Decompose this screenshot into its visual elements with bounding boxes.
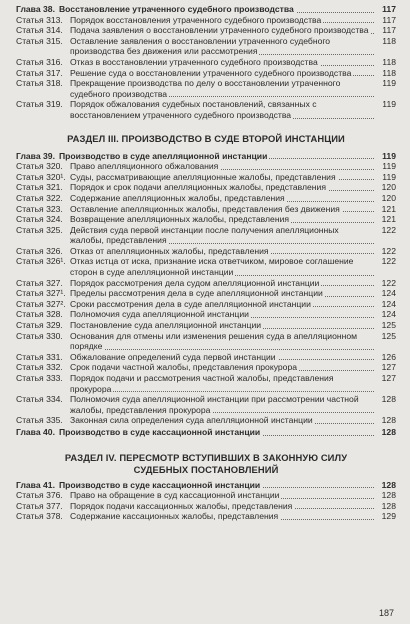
entry-title: Содержание кассационных жалобы, представления [70,511,279,522]
toc-article-entry [16,36,396,57]
entry-page: 122 [381,256,396,267]
entry-page: 128 [381,426,396,437]
toc-article-entry [16,225,396,246]
toc-article-entry [16,362,396,373]
entry-page: 128 [381,500,396,511]
toc-article-entry [16,161,396,172]
toc-article-entry [16,78,396,99]
entry-label: Статья 329. [16,320,63,331]
entry-page: 125 [381,320,396,331]
entry-label: Глава 38. [16,4,55,14]
toc-article-entry [16,511,396,522]
toc-article-entry [16,256,396,277]
entry-title: Отказ в восстановлении утраченного судебного производства [70,56,318,67]
entry-title: Решение суда о восстановлении утраченного судебного производства [70,67,352,78]
entry-page: 117 [382,4,396,14]
entry-title-leader [70,172,374,183]
entry-title: Производство в суде кассационной инстанции [58,479,261,490]
toc-article-entry [16,373,396,394]
toc-article-entry [16,415,396,426]
entry-title: Порядок подачи и рассмотрения частной жалобы, представления прокурора [70,373,334,394]
entry-page: 126 [381,351,396,362]
toc-article-entry [16,394,396,415]
entry-title-leader [59,4,374,15]
entry-title: Восстановление утраченного судебного производства [58,4,294,14]
entry-title: Право на обращение в суд кассационной инстанции [70,490,280,501]
entry-page: 121 [381,214,396,225]
toc-article-entry [16,214,396,225]
entry-title-leader [59,427,374,438]
entry-title-leader [70,511,374,522]
entry-label: Статья 323. [16,203,63,214]
toc-article-entry [16,352,396,363]
entry-title-leader [70,501,374,512]
toc-article-entry [16,288,396,299]
entry-title: Полномочия суда апелляционной инстанции [70,309,249,320]
entry-label: Статья 376. [16,490,63,501]
toc-article-entry [16,246,396,257]
entry-title-leader [70,288,374,299]
entry-label: Статья 326¹. [16,256,66,267]
entry-title-leader [70,214,374,225]
entry-title-leader [70,394,374,415]
entry-title: Подача заявления о восстановлении утраченного судебного производства [70,25,369,36]
entry-title: Полномочия суда апелляционной инстанции при рассмотрении частной жалобы, представления прокурора [70,394,359,415]
entry-page: 128 [381,490,396,501]
entry-title-leader [70,25,374,36]
entry-label: Статья 378. [16,511,63,522]
entry-page: 122 [381,224,396,235]
toc-article-entry [16,204,396,215]
entry-label: Статья 377. [16,500,63,511]
entry-label: Статья 333. [16,373,63,383]
entry-title: Порядок рассмотрения дела судом апелляционной инстанции [70,277,320,288]
entry-label: Статья 330. [16,330,63,341]
entry-title-leader [70,57,374,68]
entry-title-leader [70,193,374,204]
entry-page: 122 [381,245,396,256]
toc-article-entry [16,25,396,36]
entry-title-leader [70,15,374,26]
toc-article-entry [16,182,396,193]
toc-article-entry [16,320,396,331]
entry-title-leader [70,204,374,215]
toc-list-chapter-38 [16,4,396,121]
entry-title: Порядок обжалования судебных постановлений, связанных с восстановлением утраченного судебного производства [70,99,317,120]
toc-chapter-entry [16,151,396,162]
entry-title: Постановление суда апелляционной инстанции [70,320,262,331]
entry-title-leader [70,278,374,289]
entry-page: 120 [381,182,396,193]
entry-title: Законная сила определения суда апелляционной инстанции [70,415,313,426]
entry-label: Статья 331. [16,351,63,362]
entry-page: 128 [381,479,396,490]
entry-title-leader [70,331,374,352]
toc-article-entry [16,309,396,320]
page-number: 187 [378,608,394,618]
entry-label: Статья 324. [16,214,63,225]
entry-title-leader [70,362,374,373]
entry-title-leader [70,256,374,277]
entry-title: Порядок восстановления утраченного судебного производства [70,14,322,25]
entry-label: Глава 40. [16,426,55,437]
entry-title: Возвращение апелляционных жалобы, представления [70,214,290,225]
entry-title-leader [70,490,374,501]
entry-title: Порядок и срок подачи апелляционных жалобы, представления [70,182,327,193]
entry-title: Отказ от апелляционных жалобы, представления [70,245,269,256]
entry-title: Суды, рассматривающие апелляционные жалобы, представления [70,171,336,182]
toc-list-section-three [16,151,396,438]
entry-page: 124 [381,309,396,320]
entry-label: Статья 327¹. [16,288,66,299]
entry-label: Статья 326. [16,245,63,256]
entry-title: Обжалование определений суда первой инстанции [70,351,276,362]
entry-page: 128 [381,415,396,426]
entry-title: Производство в суде апелляционной инстанции [58,150,268,161]
toc-chapter-entry [16,480,396,491]
entry-title-leader [70,68,374,79]
entry-title: Оставление заявления о восстановлении утраченного судебного производства без движения или рассмотрения [70,35,331,57]
section-heading-four: РАЗДЕЛ IV. ПЕРЕСМОТР ВСТУПИВШИХ В ЗАКОННУЮ СИЛУ СУДЕБНЫХ ПОСТАНОВЛЕНИЙ [64,451,348,475]
toc-article-entry [16,68,396,79]
entry-title-leader [70,99,374,120]
toc-chapter-entry [16,427,396,438]
entry-title: Основания для отмены или изменения решения суда в апелляционном порядке [70,330,358,352]
entry-page: 119 [382,171,396,182]
entry-page: 119 [382,150,396,161]
entry-page: 118 [382,56,396,67]
entry-title-leader [70,182,374,193]
entry-label: Статья 320¹. [16,171,66,182]
entry-title: Прекращение производства по делу о восстановлении утраченного судебного производства [70,78,341,99]
entry-page: 125 [381,330,396,341]
entry-label: Статья 320. [16,161,63,172]
entry-page: 120 [381,192,396,203]
entry-page: 124 [381,288,396,299]
entry-page: 118 [382,67,396,78]
entry-title: Оставление апелляционных жалобы, представления без движения [70,203,340,214]
entry-label: Глава 41. [16,479,55,490]
toc-list-section-four [16,480,396,522]
entry-title: Производство в суде кассационной инстанции [58,426,261,437]
entry-page: 119 [382,99,396,110]
entry-title: Пределы рассмотрения дела в суде апелляционной инстанции [70,288,323,299]
entry-title-leader [70,320,374,331]
entry-title-leader [70,352,374,363]
entry-title-leader [70,246,374,257]
entry-title: Содержание апелляционных жалобы, представления [70,192,285,203]
entry-title-leader [59,151,374,162]
entry-page: 117 [382,25,396,36]
entry-page: 119 [382,78,396,89]
entry-label: Статья 334. [16,394,63,405]
entry-page: 122 [381,277,396,288]
entry-label: Статья 327². [16,298,66,309]
entry-page: 117 [382,14,396,25]
entry-label: Статья 327. [16,277,63,288]
entry-label: Статья 314. [16,25,63,36]
entry-label: Статья 315. [16,35,63,46]
entry-label: Статья 328. [16,309,63,320]
entry-title-leader [70,36,374,57]
entry-label: Статья 319. [16,99,63,110]
entry-page: 118 [382,35,396,46]
entry-title: Право апелляционного обжалования [70,161,219,172]
entry-label: Статья 321. [16,182,63,193]
entry-page: 127 [381,362,396,373]
entry-label: Статья 318. [16,78,63,89]
entry-title-leader [70,299,374,310]
toc-chapter-entry [16,4,396,15]
entry-title-leader [70,78,374,99]
entry-label: Статья 322. [16,192,63,203]
entry-title-leader [70,373,374,394]
toc-article-entry [16,99,396,120]
toc-article-entry [16,278,396,289]
entry-page: 119 [382,161,396,172]
entry-label: Статья 332. [16,362,63,373]
entry-title: Порядок подачи кассационных жалобы, представления [70,500,293,511]
toc-article-entry [16,172,396,183]
section-heading-three: РАЗДЕЛ III. ПРОИЗВОДСТВО В СУДЕ ВТОРОЙ ИНСТАНЦИИ [67,132,345,144]
entry-label: Статья 317. [16,67,63,78]
entry-title-leader [70,225,374,246]
entry-page: 121 [381,203,396,214]
entry-title: Действия суда первой инстанции после получения апелляционных жалобы, представления [70,224,339,246]
toc-article-entry [16,331,396,352]
entry-title-leader [70,415,374,426]
entry-title-leader [70,309,374,320]
entry-page: 127 [381,373,396,383]
toc-article-entry [16,501,396,512]
entry-title-leader [59,480,374,491]
toc-article-entry [16,490,396,501]
toc-article-entry [16,299,396,310]
entry-label: Глава 39. [16,150,55,161]
entry-title-leader [70,161,374,172]
entry-title: Отказ истца от иска, признание иска ответчиком, мировое соглашение сторон в суде апелляционной инстанции [70,256,354,278]
entry-page: 129 [381,511,396,522]
entry-label: Статья 313. [16,14,63,25]
entry-page: 124 [381,298,396,309]
toc-article-entry [16,15,396,26]
entry-page: 128 [381,394,396,405]
entry-label: Статья 325. [16,224,63,235]
entry-title: Сроки рассмотрения дела в суде апелляционной инстанции [70,298,311,309]
entry-label: Статья 335. [16,415,63,426]
entry-title: Срок подачи частной жалобы, представления прокурора [70,362,298,373]
entry-label: Статья 316. [16,56,63,67]
toc-article-entry [16,193,396,204]
toc-article-entry [16,57,396,68]
